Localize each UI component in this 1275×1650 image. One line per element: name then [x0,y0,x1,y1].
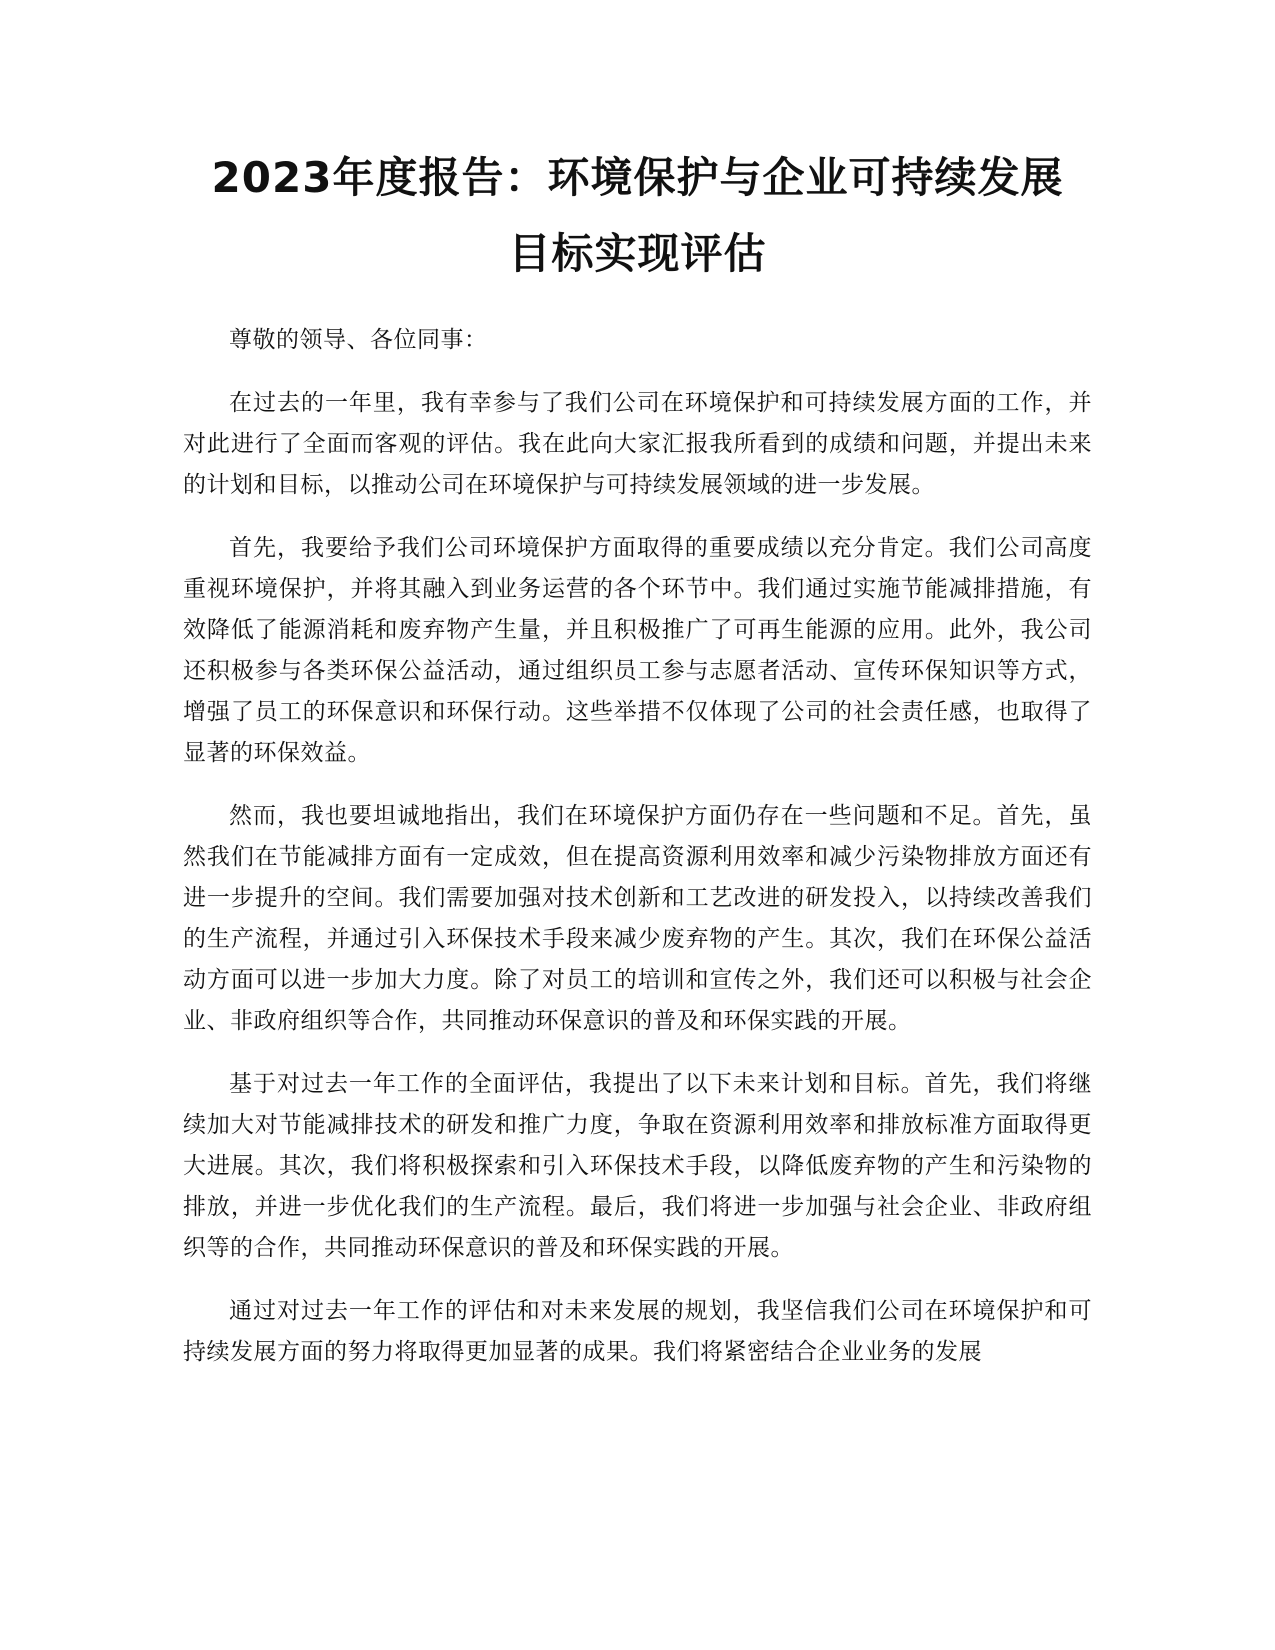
paragraph-achievements: 首先，我要给予我们公司环境保护方面取得的重要成绩以充分肯定。我们公司高度重视环境保护，并将其融入到业务运营的各个环节中。我们通过实施节能减排措施，有效降低了能源消耗和废弃物产生量，并且积极推广了可再生能源的应用。此外，我公司还积极参与各类环保公益活动，通过组织员工参与志愿者活动、宣传环保知识等方式，增强了员工的环保意识和环保行动。这些举措不仅体现了公司的社会责任感，也取得了显著的环保效益。 [183,535,1092,766]
document-title-line-1: 2023年度报告：环境保护与企业可持续发展 [211,153,1064,202]
paragraph-conclusion: 通过对过去一年工作的评估和对未来发展的规划，我坚信我们公司在环境保护和可持续发展方面的努力将取得更加显著的成果。我们将紧密结合企业业务的发展 [183,1298,1092,1365]
paragraph-intro: 在过去的一年里，我有幸参与了我们公司在环境保护和可持续发展方面的工作，并对此进行了全面而客观的评估。我在此向大家汇报我所看到的成绩和问题，并提出未来的计划和目标，以推动公司在环境保护与可持续发展领域的进一步发展。 [183,390,1092,498]
paragraph-problems: 然而，我也要坦诚地指出，我们在环境保护方面仍存在一些问题和不足。首先，虽然我们在节能减排方面有一定成效，但在提高资源利用效率和减少污染物排放方面还有进一步提升的空间。我们需要加强对技术创新和工艺改进的研发投入，以持续改善我们的生产流程，并通过引入环保技术手段来减少废弃物的产生。其次，我们在环保公益活动方面可以进一步加大力度。除了对员工的培训和宣传之外，我们还可以积极与社会企业、非政府组织等合作，共同推动环保意识的普及和环保实践的开展。 [183,803,1092,1034]
document-body [183,320,1092,1395]
paragraph-plans: 基于对过去一年工作的全面评估，我提出了以下未来计划和目标。首先，我们将继续加大对节能减排技术的研发和推广力度，争取在资源利用效率和排放标准方面取得更大进展。其次，我们将积极探索和引入环保技术手段，以降低废弃物的产生和污染物的排放，并进一步优化我们的生产流程。最后，我们将进一步加强与社会企业、非政府组织等的合作，共同推动环保意识的普及和环保实践的开展。 [183,1071,1092,1261]
document-title [160,140,1115,292]
salutation: 尊敬的领导、各位同事： [229,327,488,353]
document-title-line-2: 目标实现评估 [508,229,767,278]
